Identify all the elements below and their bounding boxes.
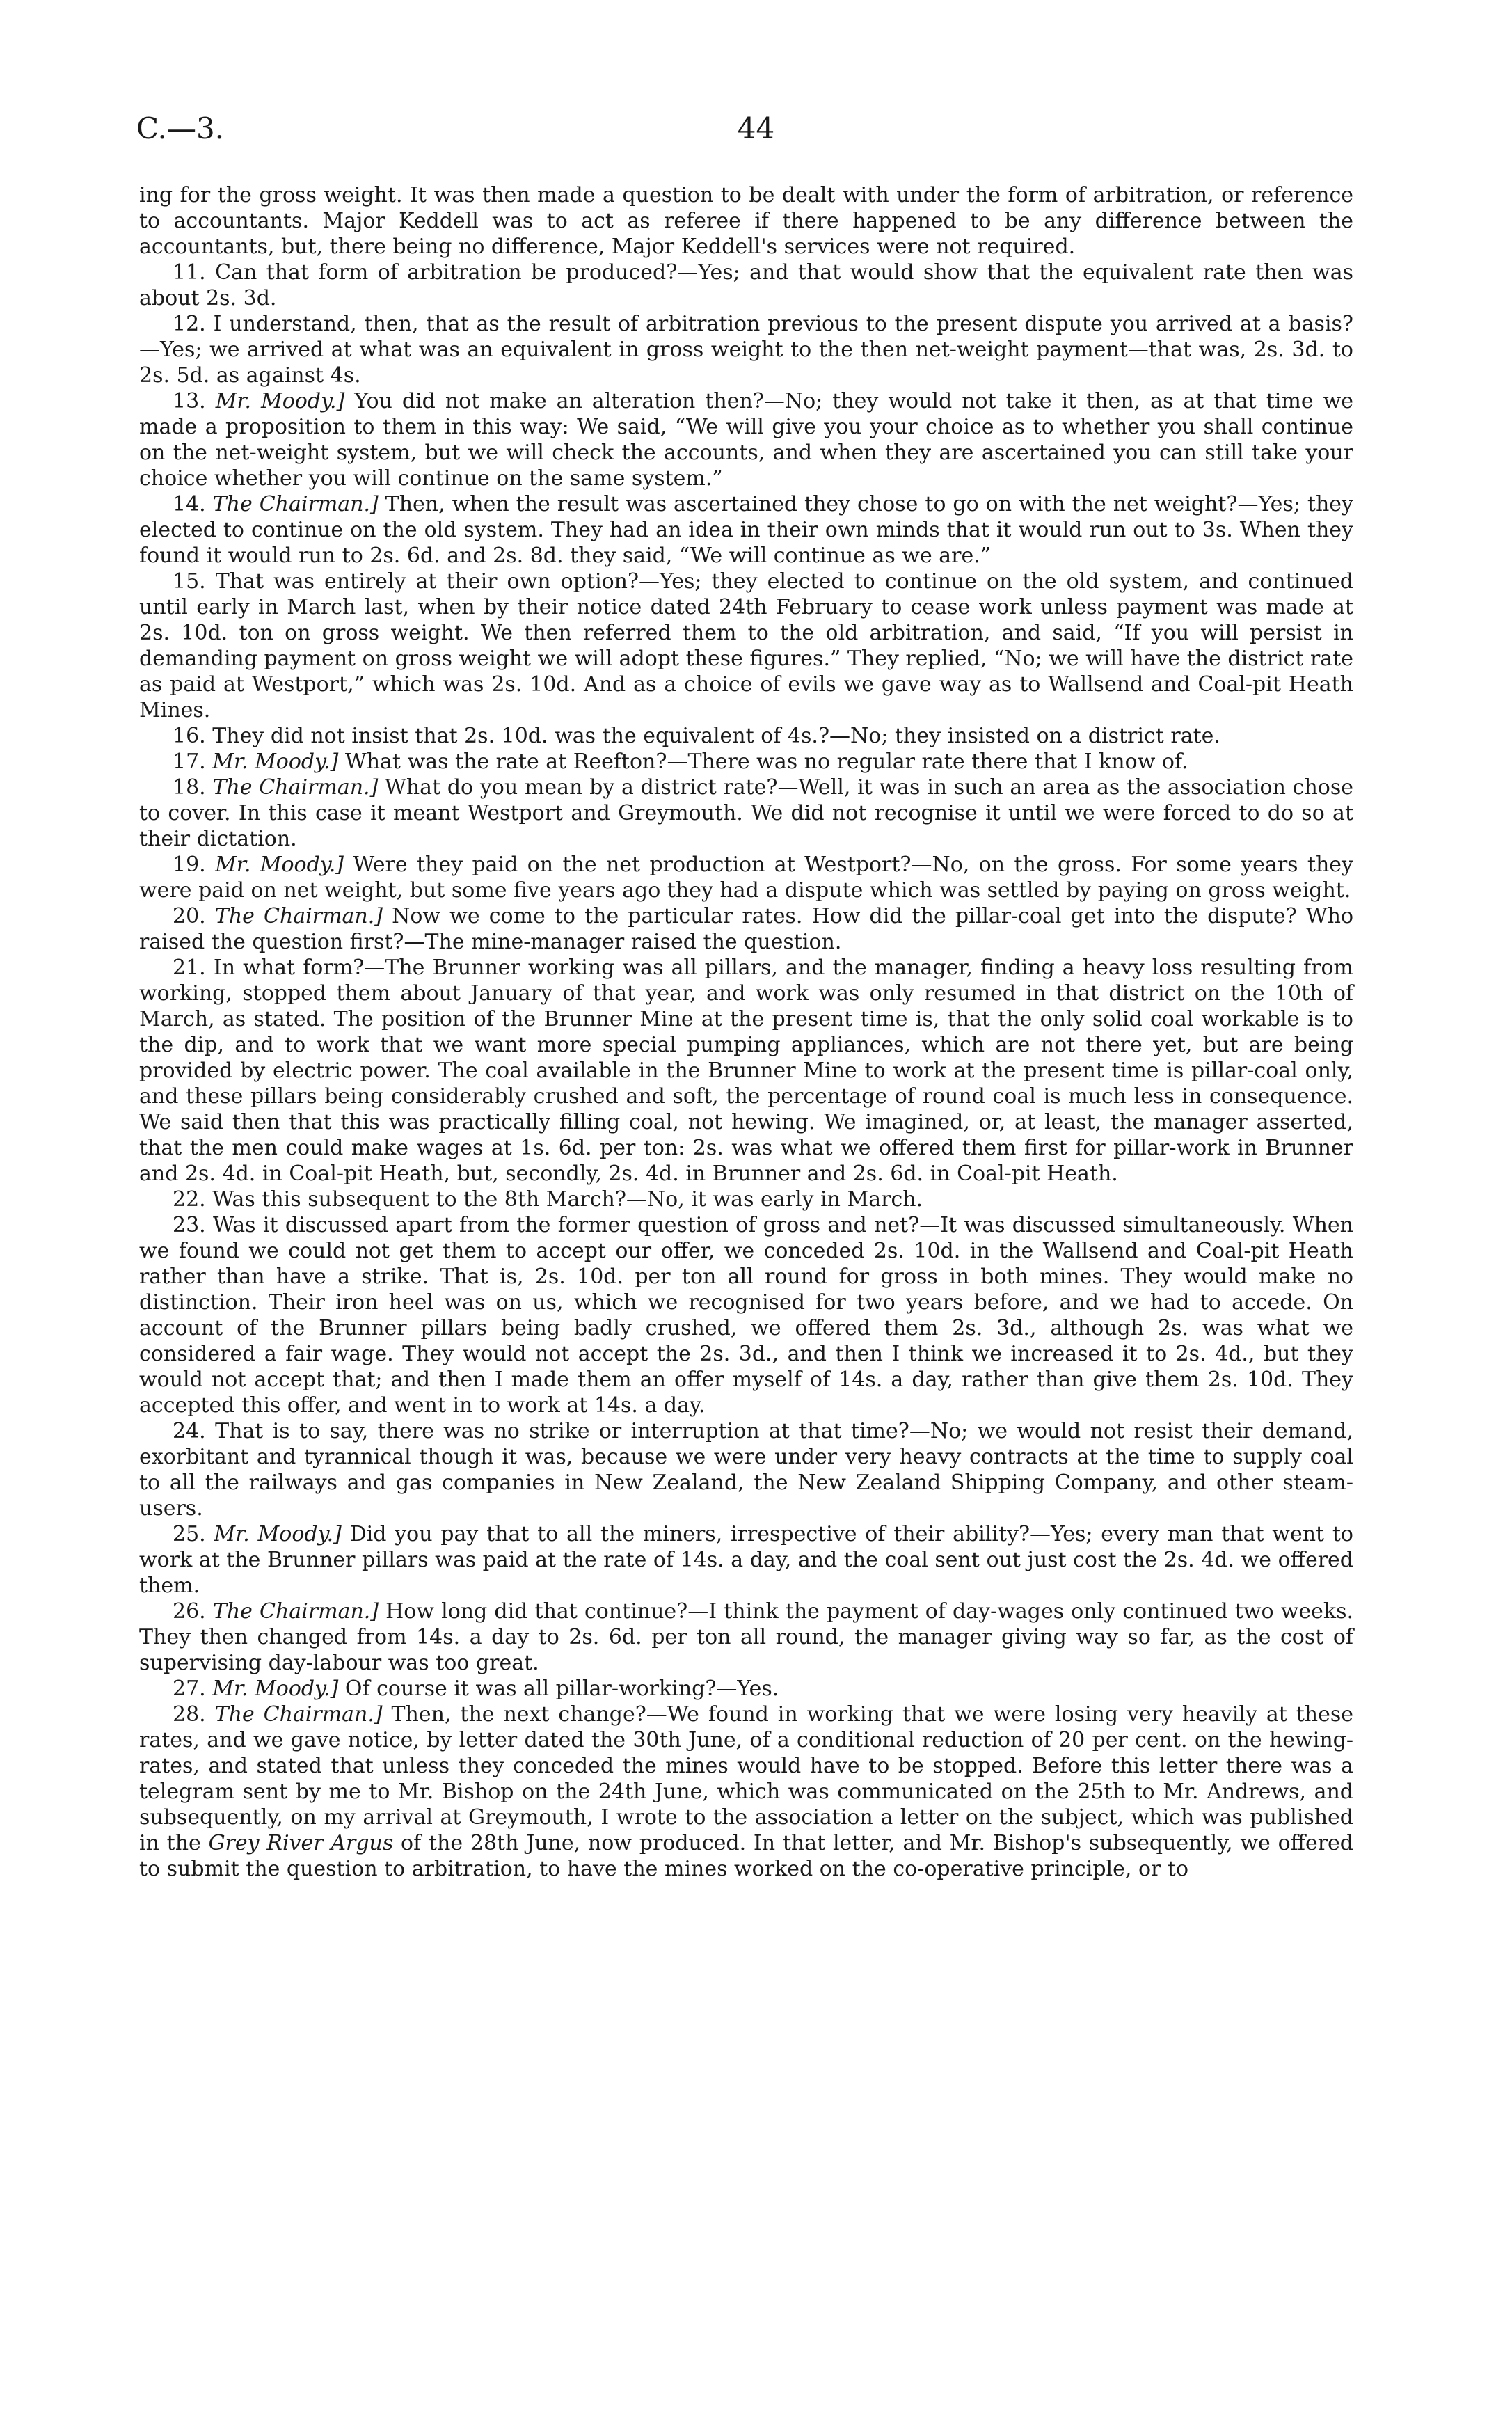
paragraph [139, 311, 1353, 388]
paragraph [139, 1521, 1353, 1599]
paragraph-text: They did not insist that 2s. 10d. was the equivalent of 4s.?—No; they insisted on a district rate. [212, 724, 1220, 748]
document-reference: C.—3. [136, 111, 225, 145]
paragraph-text: Then, when the result was ascertained they chose to go on with the net weight?—Yes; they elected to continue on the old system. They had an idea in their own minds that it would run out to 3s. When they found it would run to 2s. 6d. and 2s. 8d. they said, “We will continue as we are.” [139, 492, 1353, 568]
paragraph-text: How long did that continue?—I think the payment of day-wages only continued two weeks. They then changed from 14s. a day to 2s. 6d. per ton all round, the manager giving way so far, as the cost of supervising day-labour was too great. [139, 1599, 1353, 1675]
speaker-label: Mr. Moody.] [215, 389, 345, 413]
speaker-label: Mr. Moody.] [212, 750, 339, 774]
page-number: 44 [737, 111, 775, 145]
paragraph-text: ing for the gross weight. It was then made a question to be dealt with under the form of arbitration, or reference to accountants. Major Keddell was to act as referee if there happened to be any difference between the accountants, but, there being no difference, Major Keddell's services were not required. [139, 183, 1353, 259]
question-number: 12. [173, 312, 214, 336]
speaker-label: The Chairman.] [212, 1599, 379, 1624]
paragraph-text: You did not make an alteration then?—No; they would not take it then, as at that time we made a proposition to them in this way: We said, “We will give you your choice as to whether you shall continue on the net-weight system, but we will check the accounts, and when they are ascertained you can still take your choice whether you will continue on the same system.” [139, 389, 1353, 491]
paragraph-text: Of course it was all pillar-working?—Yes. [338, 1677, 779, 1701]
paragraph-text: What was the rate at Reefton?—There was no regular rate there that I know of. [338, 750, 1188, 774]
question-number: 27. [173, 1677, 213, 1701]
speaker-label: Mr. Moody.] [215, 853, 344, 877]
question-number: 15. [173, 569, 216, 594]
question-number: 19. [173, 853, 216, 877]
question-number: 28. [173, 1702, 215, 1727]
question-number: 14. [173, 492, 213, 516]
paragraph [139, 775, 1353, 852]
speaker-label: The Chairman.] [214, 1702, 383, 1727]
body-text [139, 182, 1353, 1882]
paragraph [139, 1599, 1353, 1676]
paragraph-text: That is to say, there was no strike or interruption at that time?—No; we would not resist their demand, exorbitant and tyrannical though it was, because we were under very heavy contracts at the time to supply coal to all the railways and gas companies in New Zealand, the New Zealand Shipping Company, and other steam-users. [139, 1419, 1353, 1521]
paragraph [139, 491, 1353, 569]
question-number: 18. [173, 775, 213, 800]
paragraph-text-continued: of the 28th June, now produced. In that letter, and Mr. Bishop's subsequently, we offered to submit the question to arbitration, to have the mines worked on the co-operative principle, or to [139, 1831, 1354, 1881]
question-number: 23. [173, 1213, 214, 1237]
page-header [0, 111, 1512, 153]
paragraph-text: Was this subsequent to the 8th March?—No, it was early in March. [212, 1187, 923, 1212]
paragraph [139, 260, 1353, 311]
speaker-label: The Chairman.] [214, 904, 383, 928]
paragraph [139, 569, 1353, 723]
question-number: 22. [173, 1187, 213, 1212]
paragraph-text: Now we come to the particular rates. How did the pillar-coal get into the dispute? Who raised the question first?—The mine-manager raised the question. [139, 904, 1354, 954]
paragraph-text: Were they paid on the net production at Westport?—No, on the gross. For some years they were paid on net weight, but some five years ago they had a dispute which was settled by paying on gross weight. [139, 853, 1353, 903]
paragraph [139, 388, 1353, 491]
speaker-label: The Chairman.] [212, 492, 379, 516]
question-number: 21. [173, 956, 214, 980]
speaker-label: The Chairman.] [212, 775, 379, 800]
newspaper-title: Grey River Argus [208, 1831, 394, 1855]
question-number: 20. [173, 904, 215, 928]
speaker-label: Mr. Moody.] [212, 1677, 339, 1701]
paragraph-text: That was entirely at their own option?—Yes; they elected to continue on the old system, and continued until early in March last, when by their notice dated 24th February to cease work unless payment was made at 2s. 10d. ton on gross weight. We then referred them to the old arbitration, and said, “If you will persist in demanding payment on gross weight we will adopt these figures.” They replied, “No; we will have the district rate as paid at Westport,” which was 2s. 10d. And as a choice of evils we gave way as to Wallsend and Coal-pit Heath Mines. [139, 569, 1353, 722]
paragraph-text: Can that form of arbitration be produced?—Yes; and that would show that the equivalent rate then was about 2s. 3d. [139, 260, 1353, 310]
question-number: 11. [173, 260, 216, 285]
paragraph [139, 723, 1353, 749]
paragraph [139, 1187, 1353, 1212]
question-number: 13. [173, 389, 216, 413]
question-number: 16. [173, 724, 213, 748]
question-number: 26. [173, 1599, 213, 1624]
paragraph [139, 1702, 1353, 1882]
paragraph [139, 955, 1353, 1187]
paragraph [139, 1418, 1353, 1521]
paragraph [139, 749, 1353, 775]
paragraph [139, 852, 1353, 903]
paragraph [139, 903, 1353, 955]
paragraph-text: What do you mean by a district rate?—Well, it was in such an area as the association chose to cover. In this case it meant Westport and Greymouth. We did not recognise it until we were forced to do so at their dictation. [139, 775, 1353, 851]
paragraph-text: Then, the next change?—We found in working that we were losing very heavily at these rates, and we gave notice, by letter dated the 30th June, of a conditional reduction of 20 per cent. on the hewing-rates, and stated that unless they conceded the mines would have to be stopped. Before this letter there was a telegram sent by me to Mr. Bishop on the 24th June, which was communicated on the 25th to Mr. Andrews, and subsequently, on my arrival at Greymouth, I wrote to the association a letter on the subject, which was published in the [139, 1702, 1353, 1855]
paragraph-text: Was it discussed apart from the former question of gross and net?—It was discussed simultaneously. When we found we could not get them to accept our offer, we conceded 2s. 10d. in the Wallsend and Coal-pit Heath rather than have a strike. That is, 2s. 10d. per ton all round for gross in both mines. They would make no distinction. Their iron heel was on us, which we recognised for two years before, and we had to accede. On account of the Brunner pillars being badly crushed, we offered them 2s. 3d., although 2s. was what we considered a fair wage. They would not accept the 2s. 3d., and then I think we increased it to 2s. 4d., but they would not accept that; and then I made them an offer myself of 14s. a day, rather than give them 2s. 10d. They accepted this offer, and went in to work at 14s. a day. [139, 1213, 1354, 1418]
paragraph-text: Did you pay that to all the miners, irrespective of their ability?—Yes; every man that went to work at the Brunner pillars was paid at the rate of 14s. a day, and the coal sent out just cost the 2s. 4d. we offered them. [139, 1522, 1353, 1598]
paragraph-text: I understand, then, that as the result of arbitration previous to the present dispute you arrived at a basis?—Yes; we arrived at what was an equivalent in gross weight to the then net-weight payment—that was, 2s. 3d. to 2s. 5d. as against 4s. [139, 312, 1353, 388]
paragraph-text: In what form?—The Brunner working was all pillars, and the manager, finding a heavy loss resulting from working, stopped them about January of that year, and work was only resumed in that district on the 10th of March, as stated. The position of the Brunner Mine at the present time is, that the only solid coal workable is to the dip, and to work that we want more special pumping appliances, which are not there yet, but are being provided by electric power. The coal available in the Brunner Mine to work at the present time is pillar-coal only, and these pillars being considerably crushed and soft, the percentage of round coal is much less in consequence. We said then that this was practically filling coal, not hewing. We imagined, or, at least, the manager asserted, that the men could make wages at 1s. 6d. per ton: 2s. was what we offered them first for pillar-work in Brunner and 2s. 4d. in Coal-pit Heath, but, secondly, 2s. 4d. in Brunner and 2s. 6d. in Coal-pit Heath. [139, 956, 1354, 1186]
paragraph [139, 1212, 1353, 1418]
paragraph [139, 182, 1353, 260]
speaker-label: Mr. Moody.] [214, 1522, 342, 1546]
question-number: 25. [173, 1522, 214, 1546]
question-number: 24. [173, 1419, 216, 1443]
paragraph [139, 1676, 1353, 1702]
question-number: 17. [173, 750, 213, 774]
